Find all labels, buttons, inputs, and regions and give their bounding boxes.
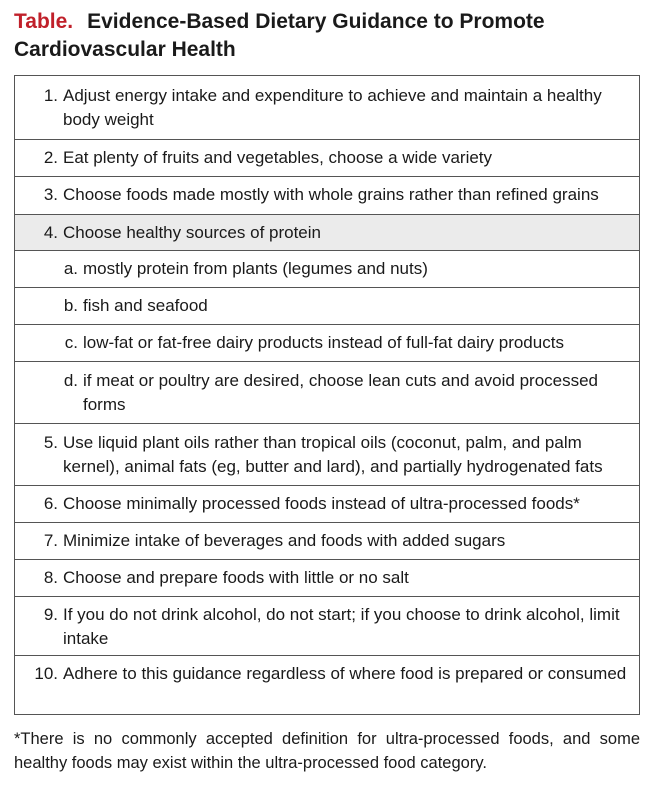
row-text: If you do not drink alcohol, do not start; if you choose to drink alcohol, limit intake: [63, 605, 620, 648]
table-row: [15, 361, 639, 423]
row-number: d.: [63, 371, 78, 390]
table-row: [15, 485, 639, 522]
row-text: low-fat or fat-free dairy products instead of full-fat dairy products: [83, 333, 564, 352]
row-text: Adjust energy intake and expenditure to achieve and maintain a healthy body weight: [63, 86, 602, 129]
row-text: if meat or poultry are desired, choose lean cuts and avoid processed forms: [83, 371, 599, 414]
table-row: [15, 176, 639, 214]
table-footnote: *There is no commonly accepted definition for ultra-processed foods, and some healthy foods may exist within the ultra-processed food category.: [14, 730, 640, 772]
row-number: 3.: [43, 185, 58, 204]
table-row: [15, 250, 639, 287]
row-number: 9.: [43, 605, 58, 624]
table-row: [15, 596, 639, 655]
table-row: [15, 76, 639, 139]
table-row: [15, 287, 639, 324]
table-title-text: Evidence-Based Dietary Guidance to Promote Cardiovascular Health: [14, 10, 545, 61]
table-row: [15, 423, 639, 485]
row-text: Choose foods made mostly with whole grains rather than refined grains: [63, 185, 599, 204]
row-number: 7.: [43, 531, 58, 550]
table-title: [14, 8, 644, 64]
row-number: c.: [64, 333, 78, 352]
row-text: Eat plenty of fruits and vegetables, choose a wide variety: [63, 148, 493, 167]
row-number: 2.: [43, 148, 58, 167]
table-row: [15, 324, 639, 361]
row-number: 6.: [43, 494, 58, 513]
table-row: [15, 214, 639, 250]
table-label: Table.: [14, 10, 74, 33]
row-text: Adhere to this guidance regardless of where food is prepared or consumed: [63, 664, 627, 683]
row-text: mostly protein from plants (legumes and nuts): [83, 259, 428, 278]
row-number: 10.: [34, 664, 58, 683]
guidance-table: [14, 75, 640, 715]
table-row: [15, 139, 639, 176]
row-number: a.: [63, 259, 78, 278]
row-number: 4.: [43, 223, 58, 242]
table-row: [15, 522, 639, 559]
row-text: fish and seafood: [83, 296, 208, 315]
row-number: b.: [63, 296, 78, 315]
row-text: Choose and prepare foods with little or no salt: [63, 568, 409, 587]
table-row: [15, 559, 639, 596]
row-text: Choose minimally processed foods instead of ultra-processed foods*: [63, 494, 580, 513]
row-text: Choose healthy sources of protein: [63, 223, 321, 242]
row-number: 1.: [43, 86, 58, 105]
row-text: Use liquid plant oils rather than tropical oils (coconut, palm, and palm kernel), animal fats (eg, butter and lard), and partially hydrogenated fats: [63, 433, 603, 476]
row-number: 5.: [43, 433, 58, 452]
row-number: 8.: [43, 568, 58, 587]
table-row: [15, 655, 639, 714]
row-text: Minimize intake of beverages and foods with added sugars: [63, 531, 506, 550]
